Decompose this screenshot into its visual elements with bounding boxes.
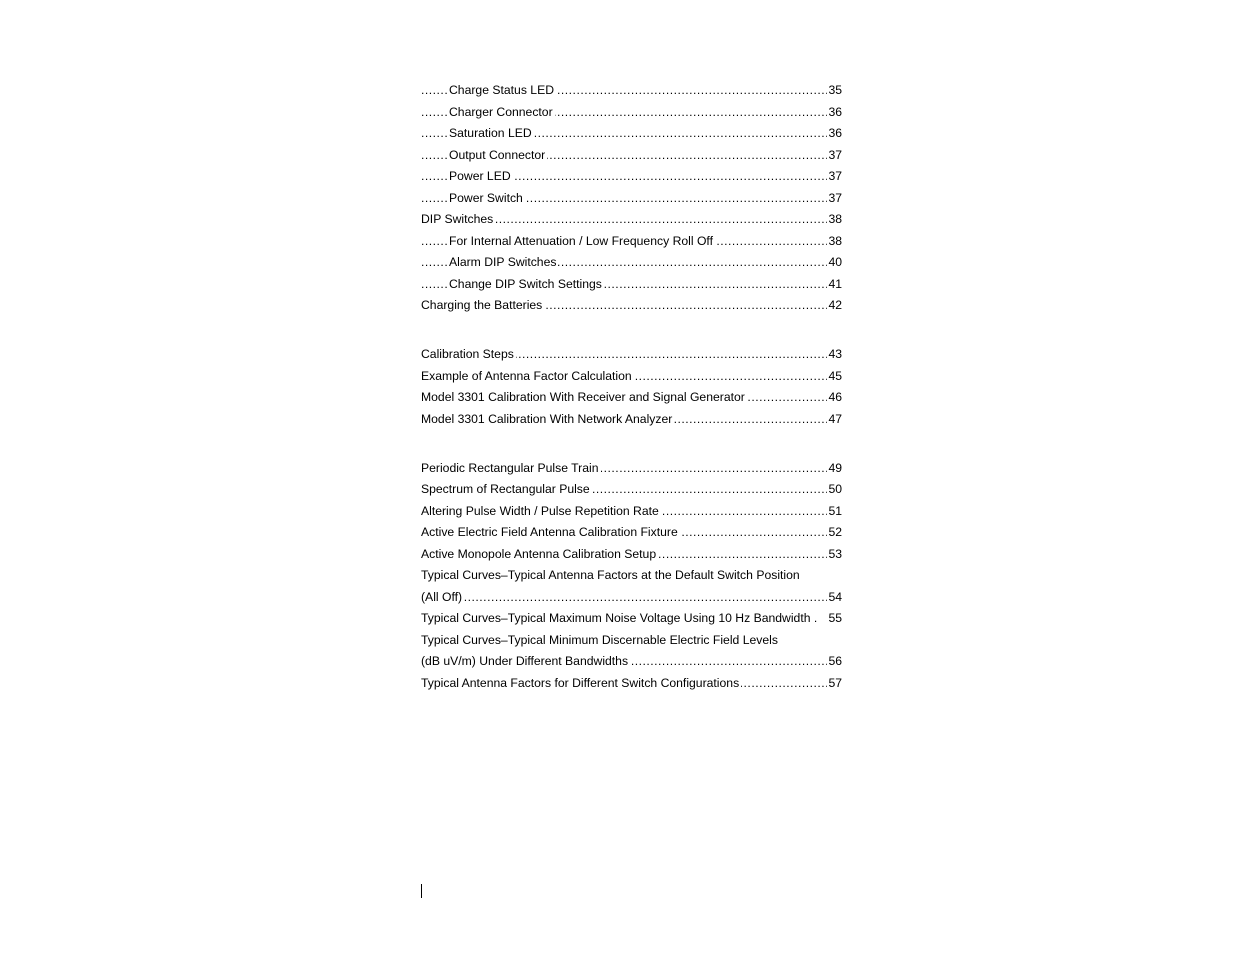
- toc-entry[interactable]: [421, 544, 842, 566]
- toc-entry-title: Charge Status LED: [449, 83, 555, 97]
- toc-entry[interactable]: [421, 479, 842, 501]
- toc-entry[interactable]: [421, 123, 842, 145]
- toc-entry-page: 35: [827, 80, 842, 102]
- toc-entry-title: Alarm DIP Switches: [449, 255, 557, 269]
- toc-entry-page: 47: [827, 409, 842, 431]
- toc-entry[interactable]: [421, 166, 842, 188]
- toc-entry-title: Change DIP Switch Settings: [449, 276, 602, 291]
- toc-entry-page: 49: [827, 458, 842, 480]
- toc-entry[interactable]: [421, 587, 842, 609]
- toc-entry[interactable]: [421, 608, 842, 630]
- toc-entry-title: Charger Connector: [449, 104, 553, 119]
- toc-entry-title: Typical Curves–Typical Minimum Discernable Electric Field Levels: [421, 632, 778, 647]
- toc-entry-page: 51: [827, 501, 842, 523]
- toc-entry[interactable]: [421, 80, 842, 102]
- toc-entry-page: 36: [827, 123, 842, 145]
- toc-entry[interactable]: [421, 501, 842, 523]
- toc-entry-title: For Internal Attenuation / Low Frequency Roll Off: [449, 233, 713, 248]
- toc-entry-page: 55: [827, 608, 842, 630]
- toc-entry[interactable]: [421, 366, 842, 388]
- toc-entry-page: 43: [827, 344, 842, 366]
- toc-entry-page: 42: [827, 295, 842, 317]
- toc-entry-title: Typical Curves–Typical Maximum Noise Voltage Using 10 Hz Bandwidth .: [421, 611, 818, 625]
- toc-entry-page: 37: [827, 166, 842, 188]
- toc-entry-title: Saturation LED: [449, 126, 532, 140]
- toc-entry[interactable]: [421, 188, 842, 210]
- toc-entry-page: 50: [827, 479, 842, 501]
- toc-entry-page: 56: [827, 651, 842, 673]
- footer-rule: [421, 884, 422, 898]
- toc-entry-page: 57: [827, 673, 842, 695]
- toc-entry[interactable]: [421, 344, 842, 366]
- toc-entry[interactable]: [421, 409, 842, 431]
- toc-entry-page: 53: [827, 544, 842, 566]
- toc-entry-title: Power LED: [449, 169, 511, 183]
- toc-entry-page: 54: [827, 587, 842, 609]
- toc-entry[interactable]: [421, 295, 842, 317]
- toc-entry-page: 37: [827, 188, 842, 210]
- toc-entry-title: Calibration Steps: [421, 347, 514, 361]
- toc-entry-page: 37: [827, 145, 842, 167]
- toc-entry-title: Spectrum of Rectangular Pulse: [421, 482, 590, 496]
- toc-entry[interactable]: [421, 102, 842, 124]
- toc-entry-page: 40: [827, 252, 842, 274]
- section-gap: [421, 317, 842, 345]
- toc-entry-page: 45: [827, 366, 842, 388]
- toc-entry-title: Example of Antenna Factor Calculation: [421, 368, 632, 383]
- toc-entry-page: 46: [827, 387, 842, 409]
- section-gap: [421, 430, 842, 458]
- toc-entry-page: 38: [827, 231, 842, 253]
- toc-entry[interactable]: [421, 651, 842, 673]
- toc-entry-title: (All Off): [421, 589, 463, 604]
- toc-entry-title: Typical Antenna Factors for Different Switch Configurations: [421, 675, 740, 690]
- toc-entry-title: Model 3301 Calibration With Receiver and Signal Generator: [421, 390, 745, 404]
- table-of-contents: [421, 80, 842, 694]
- toc-entry-title: Altering Pulse Width / Pulse Repetition Rate: [421, 503, 659, 518]
- toc-entry-page: 41: [827, 274, 842, 296]
- toc-entry-title: Charging the Batteries: [421, 298, 543, 312]
- toc-entry-page: 36: [827, 102, 842, 124]
- toc-entry-title: Typical Curves–Typical Antenna Factors at the Default Switch Position: [421, 568, 800, 582]
- toc-entry[interactable]: [421, 145, 842, 167]
- toc-entry-title: Active Electric Field Antenna Calibration Fixture: [421, 525, 678, 539]
- toc-entry[interactable]: [421, 274, 842, 296]
- toc-entry-page: 38: [827, 209, 842, 231]
- toc-entry[interactable]: [421, 522, 842, 544]
- toc-entry-title: Periodic Rectangular Pulse Train: [421, 460, 599, 475]
- toc-entry[interactable]: [421, 458, 842, 480]
- toc-entry-title: (dB uV/m) Under Different Bandwidths: [421, 654, 629, 668]
- toc-entry-page: 52: [827, 522, 842, 544]
- toc-entry[interactable]: [421, 252, 842, 274]
- toc-entry-title: Active Monopole Antenna Calibration Setup: [421, 546, 657, 561]
- toc-entry-title: Power Switch: [449, 190, 523, 205]
- toc-entry[interactable]: [421, 565, 842, 587]
- toc-entry[interactable]: [421, 630, 842, 652]
- toc-entry[interactable]: [421, 209, 842, 231]
- toc-entry[interactable]: [421, 387, 842, 409]
- toc-entry-title: DIP Switches: [421, 212, 494, 226]
- toc-entry[interactable]: [421, 231, 842, 253]
- toc-entry[interactable]: [421, 673, 842, 695]
- toc-entry-title: Model 3301 Calibration With Network Analyzer: [421, 411, 673, 426]
- toc-entry-title: Output Connector: [449, 147, 546, 162]
